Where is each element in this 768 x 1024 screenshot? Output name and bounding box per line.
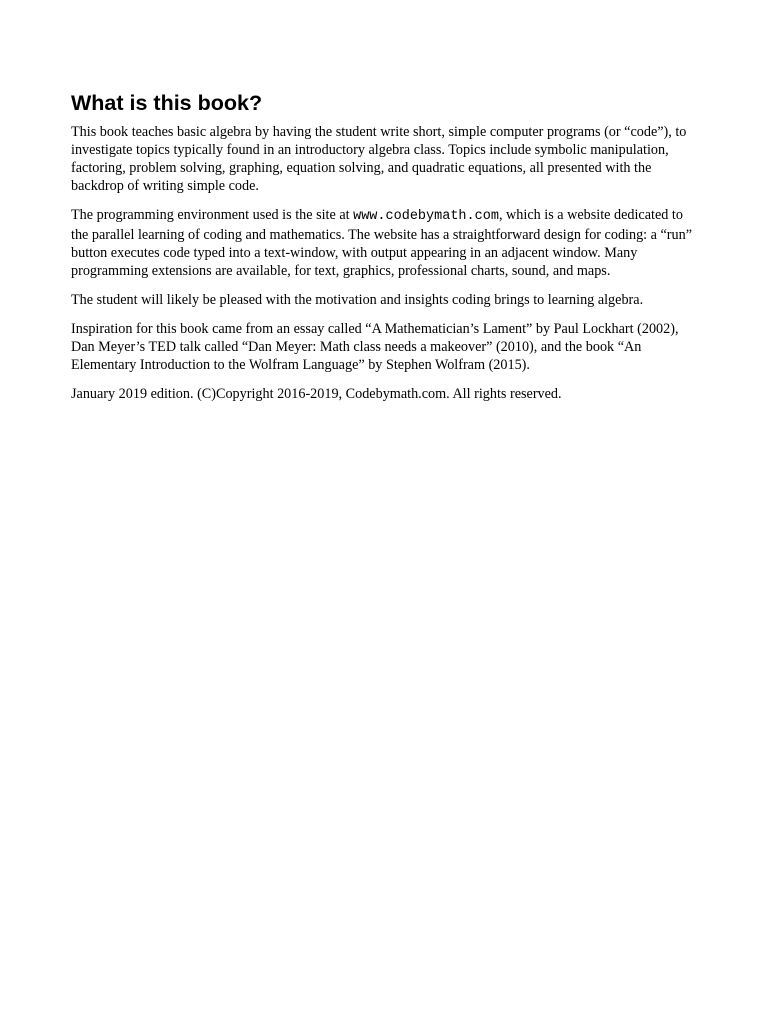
website-url: www.codebymath.com <box>353 209 499 224</box>
paragraph-environment <box>71 206 701 280</box>
paragraph-environment-lead: The programming environment used is the site at <box>71 207 354 223</box>
document-page <box>71 90 701 414</box>
paragraph-inspiration: Inspiration for this book came from an essay called “A Mathematician’s Lament” by Paul Lockhart (2002), Dan Meyer’s TED talk called “Dan Meyer: Math class needs a makeover” (2010), and the book “An Elementary Introduction to the Wolfram Language” by Stephen Wolfram (2015). <box>71 321 679 373</box>
paragraph-environment-rest: , which is a website dedicated to the parallel learning of coding and mathematics. The website has a straightforward design for coding: a “run” button executes code typed into a text-window, with output appearing in an adjacent window. Many programming extensions are available, for text, graphics, professional charts, sound, and maps. <box>71 207 693 279</box>
page-title: What is this book? <box>71 91 263 115</box>
paragraph-motivation: The student will likely be pleased with the motivation and insights coding brings to learning algebra. <box>71 292 644 308</box>
copyright-notice: January 2019 edition. (C)Copyright 2016-2019, Codebymath.com. All rights reserved. <box>71 386 562 402</box>
paragraph-intro: This book teaches basic algebra by having the student write short, simple computer programs (or “code”), to investigate topics typically found in an introductory algebra class. Topics include symbolic manipulation, factoring, problem solving, graphing, equation solving, and quadratic equations, all presented with the backdrop of writing simple code. <box>71 124 687 194</box>
